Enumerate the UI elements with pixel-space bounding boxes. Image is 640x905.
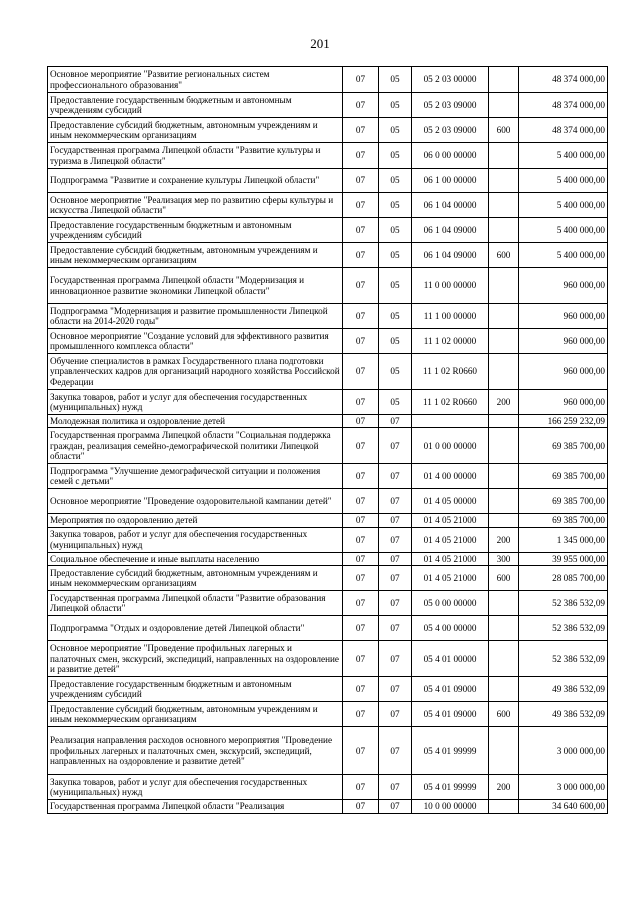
expense-type-code-cell (489, 641, 519, 677)
target-article-code-cell: 05 2 03 00000 (412, 67, 489, 93)
expense-type-code-cell (489, 218, 519, 243)
budget-table (47, 66, 608, 814)
expense-type-code-cell (489, 514, 519, 527)
table-row (48, 464, 608, 489)
target-article-code-cell: 11 1 02 00000 (412, 329, 489, 354)
item-name-cell: Предоставление субсидий бюджетным, автономным учреждениям и иным некоммерческим организациям (48, 702, 343, 727)
item-name-cell: Реализация направления расходов основного мероприятия "Проведение профильных лагерных и палаточных смен, экскурсий, экспедиций, направленных на оздоровление и развитие детей" (48, 727, 343, 775)
item-name-cell: Подпрограмма "Улучшение демографической ситуации и положения семей с детьми" (48, 464, 343, 489)
expense-type-code-cell: 300 (489, 552, 519, 565)
amount-cell: 166 259 232,09 (519, 415, 608, 428)
subsection-code-cell: 07 (379, 566, 412, 591)
expense-type-code-cell (489, 304, 519, 329)
subsection-code-cell: 05 (379, 304, 412, 329)
subsection-code-cell: 07 (379, 514, 412, 527)
section-code-cell: 07 (343, 169, 379, 193)
section-code-cell: 07 (343, 428, 379, 464)
expense-type-code-cell (489, 93, 519, 118)
subsection-code-cell: 05 (379, 118, 412, 143)
expense-type-code-cell (489, 329, 519, 354)
target-article-code-cell: 06 1 00 00000 (412, 169, 489, 193)
amount-cell: 960 000,00 (519, 354, 608, 390)
item-name-cell: Мероприятия по оздоровлению детей (48, 514, 343, 527)
target-article-code-cell: 05 4 01 00000 (412, 641, 489, 677)
target-article-code-cell: 11 1 02 R0660 (412, 390, 489, 415)
expense-type-code-cell: 600 (489, 243, 519, 268)
subsection-code-cell: 05 (379, 268, 412, 304)
subsection-code-cell: 05 (379, 354, 412, 390)
item-name-cell: Государственная программа Липецкой области "Реализация (48, 800, 343, 813)
section-code-cell: 07 (343, 677, 379, 702)
expense-type-code-cell: 600 (489, 566, 519, 591)
item-name-cell: Предоставление государственным бюджетным и автономным учреждениям субсидий (48, 218, 343, 243)
amount-cell: 49 386 532,09 (519, 677, 608, 702)
amount-cell: 34 640 600,00 (519, 800, 608, 813)
table-row (48, 118, 608, 143)
subsection-code-cell: 07 (379, 800, 412, 813)
table-row (48, 775, 608, 800)
amount-cell: 48 374 000,00 (519, 67, 608, 93)
target-article-code-cell: 01 0 00 00000 (412, 428, 489, 464)
expense-type-code-cell (489, 591, 519, 616)
table-row (48, 218, 608, 243)
section-code-cell: 07 (343, 415, 379, 428)
amount-cell: 960 000,00 (519, 304, 608, 329)
subsection-code-cell: 07 (379, 775, 412, 800)
section-code-cell: 07 (343, 527, 379, 552)
target-article-code-cell: 01 4 05 00000 (412, 489, 489, 514)
expense-type-code-cell (489, 489, 519, 514)
section-code-cell: 07 (343, 93, 379, 118)
amount-cell: 5 400 000,00 (519, 193, 608, 218)
item-name-cell: Предоставление государственным бюджетным и автономным учреждениям субсидий (48, 677, 343, 702)
table-row (48, 93, 608, 118)
subsection-code-cell: 07 (379, 527, 412, 552)
target-article-code-cell: 10 0 00 00000 (412, 800, 489, 813)
expense-type-code-cell (489, 67, 519, 93)
table-row (48, 390, 608, 415)
table-row (48, 677, 608, 702)
target-article-code-cell: 05 4 01 99999 (412, 775, 489, 800)
expense-type-code-cell: 200 (489, 527, 519, 552)
target-article-code-cell: 06 1 04 09000 (412, 218, 489, 243)
amount-cell: 5 400 000,00 (519, 169, 608, 193)
target-article-code-cell: 06 0 00 00000 (412, 143, 489, 169)
section-code-cell: 07 (343, 800, 379, 813)
subsection-code-cell: 05 (379, 390, 412, 415)
target-article-code-cell: 11 0 00 00000 (412, 268, 489, 304)
amount-cell: 48 374 000,00 (519, 93, 608, 118)
subsection-code-cell: 07 (379, 415, 412, 428)
amount-cell: 5 400 000,00 (519, 218, 608, 243)
amount-cell: 39 955 000,00 (519, 552, 608, 565)
subsection-code-cell: 07 (379, 489, 412, 514)
item-name-cell: Подпрограмма "Развитие и сохранение культуры Липецкой области" (48, 169, 343, 193)
page-number: 201 (310, 36, 330, 51)
amount-cell: 69 385 700,00 (519, 428, 608, 464)
table-row (48, 354, 608, 390)
target-article-code-cell: 01 4 05 21000 (412, 566, 489, 591)
table-row (48, 566, 608, 591)
item-name-cell: Подпрограмма "Модернизация и развитие промышленности Липецкой области на 2014-2020 годы" (48, 304, 343, 329)
amount-cell: 48 374 000,00 (519, 118, 608, 143)
table-row (48, 702, 608, 727)
expense-type-code-cell: 200 (489, 390, 519, 415)
target-article-code-cell: 01 4 00 00000 (412, 464, 489, 489)
budget-table-body (48, 67, 608, 814)
item-name-cell: Предоставление субсидий бюджетным, автономным учреждениям и иным некоммерческим организациям (48, 566, 343, 591)
item-name-cell: Молодежная политика и оздоровление детей (48, 415, 343, 428)
section-code-cell: 07 (343, 329, 379, 354)
table-row (48, 727, 608, 775)
amount-cell: 52 386 532,09 (519, 591, 608, 616)
subsection-code-cell: 07 (379, 552, 412, 565)
table-row (48, 489, 608, 514)
amount-cell: 3 000 000,00 (519, 775, 608, 800)
subsection-code-cell: 05 (379, 329, 412, 354)
section-code-cell: 07 (343, 354, 379, 390)
section-code-cell: 07 (343, 268, 379, 304)
section-code-cell: 07 (343, 641, 379, 677)
amount-cell: 69 385 700,00 (519, 464, 608, 489)
table-row (48, 514, 608, 527)
target-article-code-cell: 11 1 00 00000 (412, 304, 489, 329)
target-article-code-cell: 05 4 01 99999 (412, 727, 489, 775)
item-name-cell: Государственная программа Липецкой области "Модернизация и инновационное развитие экономики Липецкой области" (48, 268, 343, 304)
amount-cell: 960 000,00 (519, 329, 608, 354)
item-name-cell: Государственная программа Липецкой области "Развитие культуры и туризма в Липецкой области" (48, 143, 343, 169)
table-row (48, 329, 608, 354)
amount-cell: 5 400 000,00 (519, 243, 608, 268)
expense-type-code-cell (489, 616, 519, 641)
section-code-cell: 07 (343, 727, 379, 775)
subsection-code-cell: 05 (379, 67, 412, 93)
item-name-cell: Основное мероприятие "Проведение оздоровительной кампании детей" (48, 489, 343, 514)
expense-type-code-cell: 200 (489, 775, 519, 800)
amount-cell: 49 386 532,09 (519, 702, 608, 727)
table-row (48, 169, 608, 193)
table-row (48, 193, 608, 218)
expense-type-code-cell (489, 464, 519, 489)
subsection-code-cell: 07 (379, 702, 412, 727)
section-code-cell: 07 (343, 489, 379, 514)
table-row (48, 243, 608, 268)
subsection-code-cell: 07 (379, 677, 412, 702)
table-row (48, 800, 608, 813)
expense-type-code-cell (489, 193, 519, 218)
subsection-code-cell: 07 (379, 727, 412, 775)
item-name-cell: Предоставление субсидий бюджетным, автономным учреждениям и иным некоммерческим организациям (48, 243, 343, 268)
item-name-cell: Подпрограмма "Отдых и оздоровление детей Липецкой области" (48, 616, 343, 641)
item-name-cell: Основное мероприятие "Создание условий для эффективного развития промышленного комплекса области" (48, 329, 343, 354)
section-code-cell: 07 (343, 67, 379, 93)
section-code-cell: 07 (343, 304, 379, 329)
section-code-cell: 07 (343, 552, 379, 565)
expense-type-code-cell (489, 727, 519, 775)
target-article-code-cell: 01 4 05 21000 (412, 527, 489, 552)
subsection-code-cell: 07 (379, 591, 412, 616)
amount-cell: 5 400 000,00 (519, 143, 608, 169)
subsection-code-cell: 07 (379, 428, 412, 464)
section-code-cell: 07 (343, 390, 379, 415)
table-row (48, 67, 608, 93)
table-row (48, 591, 608, 616)
table-row (48, 415, 608, 428)
item-name-cell: Предоставление субсидий бюджетным, автономным учреждениям и иным некоммерческим организациям (48, 118, 343, 143)
table-row (48, 268, 608, 304)
target-article-code-cell: 05 2 03 09000 (412, 93, 489, 118)
target-article-code-cell: 05 2 03 09000 (412, 118, 489, 143)
target-article-code-cell: 05 4 00 00000 (412, 616, 489, 641)
item-name-cell: Основное мероприятие "Реализация мер по развитию сферы культуры и искусства Липецкой области" (48, 193, 343, 218)
target-article-code-cell: 05 4 01 09000 (412, 702, 489, 727)
target-article-code-cell: 01 4 05 21000 (412, 514, 489, 527)
section-code-cell: 07 (343, 702, 379, 727)
subsection-code-cell: 05 (379, 169, 412, 193)
expense-type-code-cell (489, 415, 519, 428)
section-code-cell: 07 (343, 193, 379, 218)
table-row (48, 616, 608, 641)
item-name-cell: Закупка товаров, работ и услуг для обеспечения государственных (муниципальных) нужд (48, 527, 343, 552)
section-code-cell: 07 (343, 775, 379, 800)
item-name-cell: Закупка товаров, работ и услуг для обеспечения государственных (муниципальных) нужд (48, 775, 343, 800)
subsection-code-cell: 05 (379, 218, 412, 243)
table-row (48, 641, 608, 677)
section-code-cell: 07 (343, 514, 379, 527)
item-name-cell: Предоставление государственным бюджетным и автономным учреждениям субсидий (48, 93, 343, 118)
target-article-code-cell: 01 4 05 21000 (412, 552, 489, 565)
expense-type-code-cell (489, 143, 519, 169)
expense-type-code-cell: 600 (489, 702, 519, 727)
item-name-cell: Государственная программа Липецкой области "Социальная поддержка граждан, реализация семейно-демографической политики Липецкой области" (48, 428, 343, 464)
table-row (48, 143, 608, 169)
section-code-cell: 07 (343, 243, 379, 268)
section-code-cell: 07 (343, 616, 379, 641)
amount-cell: 52 386 532,09 (519, 616, 608, 641)
amount-cell: 69 385 700,00 (519, 489, 608, 514)
table-row (48, 428, 608, 464)
target-article-code-cell: 05 0 00 00000 (412, 591, 489, 616)
expense-type-code-cell (489, 800, 519, 813)
subsection-code-cell: 05 (379, 93, 412, 118)
amount-cell: 1 345 000,00 (519, 527, 608, 552)
section-code-cell: 07 (343, 464, 379, 489)
subsection-code-cell: 05 (379, 193, 412, 218)
section-code-cell: 07 (343, 218, 379, 243)
table-row (48, 304, 608, 329)
subsection-code-cell: 05 (379, 243, 412, 268)
section-code-cell: 07 (343, 118, 379, 143)
expense-type-code-cell (489, 428, 519, 464)
item-name-cell: Закупка товаров, работ и услуг для обеспечения государственных (муниципальных) нужд (48, 390, 343, 415)
subsection-code-cell: 07 (379, 641, 412, 677)
section-code-cell: 07 (343, 143, 379, 169)
item-name-cell: Государственная программа Липецкой области "Развитие образования Липецкой области" (48, 591, 343, 616)
target-article-code-cell: 05 4 01 09000 (412, 677, 489, 702)
table-row (48, 552, 608, 565)
expense-type-code-cell (489, 169, 519, 193)
subsection-code-cell: 07 (379, 464, 412, 489)
amount-cell: 960 000,00 (519, 390, 608, 415)
expense-type-code-cell: 600 (489, 118, 519, 143)
section-code-cell: 07 (343, 591, 379, 616)
target-article-code-cell (412, 415, 489, 428)
target-article-code-cell: 06 1 04 09000 (412, 243, 489, 268)
item-name-cell: Основное мероприятие "Развитие региональных систем профессионального образования" (48, 67, 343, 93)
expense-type-code-cell (489, 677, 519, 702)
table-row (48, 527, 608, 552)
expense-type-code-cell (489, 354, 519, 390)
target-article-code-cell: 06 1 04 00000 (412, 193, 489, 218)
amount-cell: 3 000 000,00 (519, 727, 608, 775)
amount-cell: 28 085 700,00 (519, 566, 608, 591)
item-name-cell: Обучение специалистов в рамках Государственного плана подготовки управленческих кадров для организаций народного хозяйства Российской Федерации (48, 354, 343, 390)
subsection-code-cell: 07 (379, 616, 412, 641)
amount-cell: 960 000,00 (519, 268, 608, 304)
subsection-code-cell: 05 (379, 143, 412, 169)
section-code-cell: 07 (343, 566, 379, 591)
expense-type-code-cell (489, 268, 519, 304)
amount-cell: 52 386 532,09 (519, 641, 608, 677)
item-name-cell: Социальное обеспечение и иные выплаты населению (48, 552, 343, 565)
amount-cell: 69 385 700,00 (519, 514, 608, 527)
target-article-code-cell: 11 1 02 R0660 (412, 354, 489, 390)
item-name-cell: Основное мероприятие "Проведение профильных лагерных и палаточных смен, экскурсий, экспедиций, направленных на оздоровление и развитие детей" (48, 641, 343, 677)
